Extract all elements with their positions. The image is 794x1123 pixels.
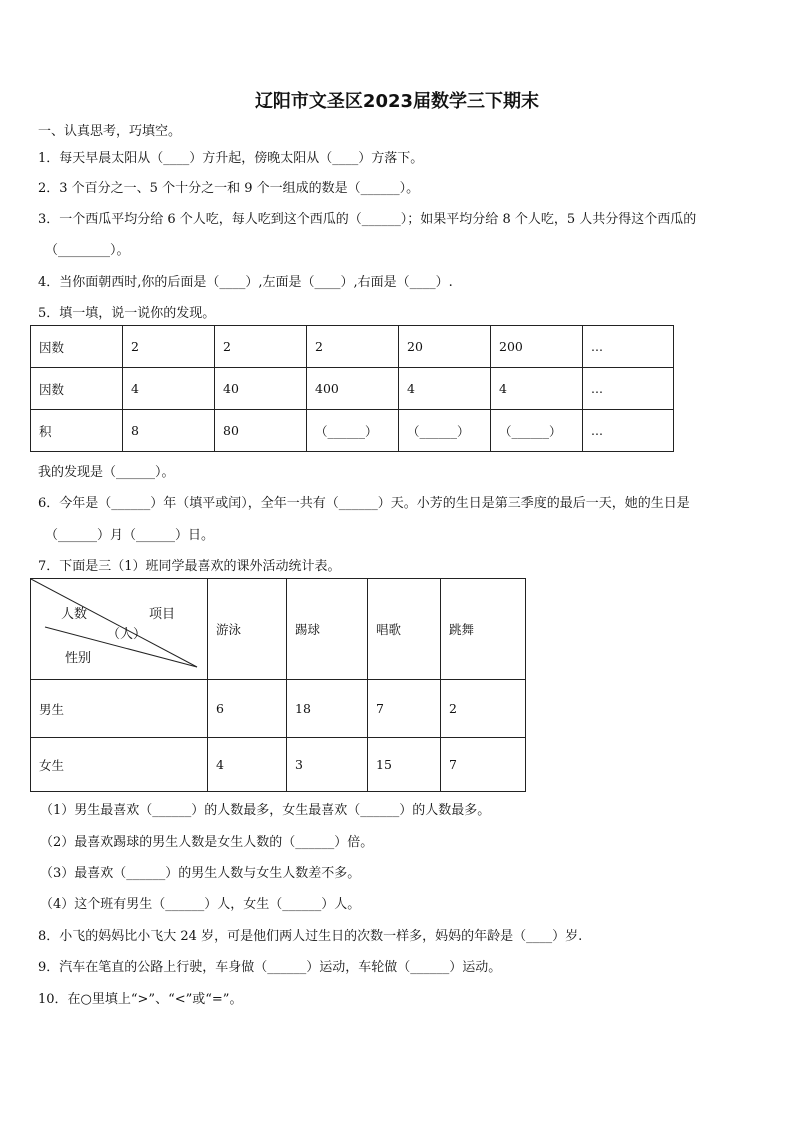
table-row — [31, 738, 526, 792]
table-cell: 4 — [208, 738, 287, 792]
table-cell: 7 — [441, 738, 526, 792]
question-7-part-1: （1）男生最喜欢（______）的人数最多，女生最喜欢（______）的人数最多。 — [40, 803, 491, 818]
table-cell: 4 — [123, 368, 215, 410]
table-cell: ... — [583, 410, 674, 452]
table-cell: 15 — [368, 738, 441, 792]
question-3-continued: （________）。 — [45, 243, 130, 258]
table-cell: 400 — [307, 368, 399, 410]
activity-table — [30, 578, 526, 792]
table-cell: 20 — [399, 326, 491, 368]
table-cell: 18 — [287, 680, 368, 738]
row-header: 男生 — [31, 680, 208, 738]
answer-blank[interactable]: （______） — [399, 410, 491, 452]
row-header: 女生 — [31, 738, 208, 792]
table-row — [31, 326, 674, 368]
table-cell: 7 — [368, 680, 441, 738]
column-header: 游泳 — [208, 579, 287, 680]
question-9: 9．汽车在笔直的公路上行驶，车身做（______）运动，车轮做（______）运动。 — [38, 960, 502, 975]
question-6-continued: （______）月（______）日。 — [45, 528, 215, 543]
question-5-finding: 我的发现是（______）。 — [38, 465, 175, 480]
table-cell: 因数 — [31, 368, 123, 410]
question-4: 4．当你面朝西时,你的后面是（____）,左面是（____）,右面是（____）. — [38, 275, 453, 290]
diag-label-gender: 性别 — [65, 651, 92, 666]
question-7-part-2: （2）最喜欢踢球的男生人数是女生人数的（______）倍。 — [40, 835, 374, 850]
section-heading: 一、认真思考，巧填空。 — [38, 124, 182, 139]
answer-blank[interactable]: （______） — [307, 410, 399, 452]
table-row — [31, 368, 674, 410]
question-7: 7．下面是三（1）班同学最喜欢的课外活动统计表。 — [38, 559, 341, 574]
table-cell: 6 — [208, 680, 287, 738]
table-cell: 2 — [441, 680, 526, 738]
table-row — [31, 680, 526, 738]
table-cell: 4 — [399, 368, 491, 410]
diag-label-count: 人数 — [61, 607, 88, 622]
table-cell: 4 — [491, 368, 583, 410]
table-cell: ... — [583, 326, 674, 368]
question-10: 10．在○里填上“>”、“<”或“=”。 — [38, 992, 243, 1007]
table-row — [31, 410, 674, 452]
table-cell: 因数 — [31, 326, 123, 368]
table-cell: 80 — [215, 410, 307, 452]
table-cell: 200 — [491, 326, 583, 368]
question-3: 3．一个西瓜平均分给 6 个人吃，每人吃到这个西瓜的（______）；如果平均分给 8 个人吃，5 人共分得这个西瓜的 — [38, 212, 697, 227]
table-cell: 3 — [287, 738, 368, 792]
question-5: 5．填一填，说一说你的发现。 — [38, 306, 216, 321]
page-title: 辽阳市文圣区2023届数学三下期末 — [254, 91, 540, 112]
table-cell: ... — [583, 368, 674, 410]
table-cell: 8 — [123, 410, 215, 452]
question-7-part-3: （3）最喜欢（______）的男生人数与女生人数差不多。 — [40, 866, 361, 881]
diag-label-unit: （人） — [107, 627, 147, 642]
column-header: 跳舞 — [441, 579, 526, 680]
table-cell: 2 — [123, 326, 215, 368]
question-2: 2．3 个百分之一、5 个十分之一和 9 个一组成的数是（______）。 — [38, 181, 420, 196]
question-8: 8．小飞的妈妈比小飞大 24 岁，可是他们两人过生日的次数一样多，妈妈的年龄是（____）岁. — [38, 929, 583, 944]
table-cell: 积 — [31, 410, 123, 452]
table-cell: 40 — [215, 368, 307, 410]
factor-table — [30, 325, 674, 452]
diag-label-item: 项目 — [149, 607, 176, 622]
question-7-part-4: （4）这个班有男生（______）人，女生（______）人。 — [40, 897, 361, 912]
table-cell: 2 — [215, 326, 307, 368]
question-6: 6．今年是（______）年（填平或闰），全年一共有（______）天。小芳的生日是第三季度的最后一天，她的生日是 — [38, 496, 690, 511]
question-1: 1．每天早晨太阳从（____）方升起，傍晚太阳从（____）方落下。 — [38, 151, 424, 166]
table-row — [31, 579, 526, 680]
answer-blank[interactable]: （______） — [491, 410, 583, 452]
column-header: 踢球 — [287, 579, 368, 680]
table-cell: 2 — [307, 326, 399, 368]
diagonal-header-cell — [31, 579, 208, 680]
column-header: 唱歌 — [368, 579, 441, 680]
